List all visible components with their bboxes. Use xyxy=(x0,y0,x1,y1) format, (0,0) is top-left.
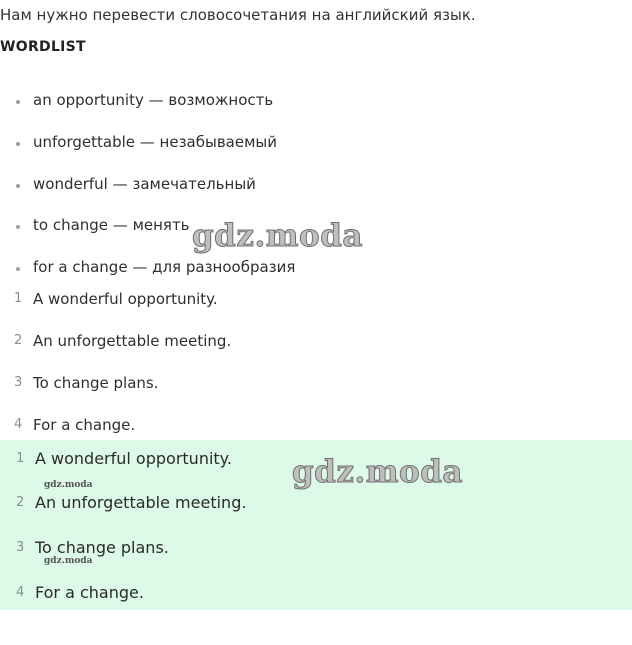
watermark-logo: gdz.moda xyxy=(292,454,463,490)
list-item-text: unforgettable — незабываемый xyxy=(33,133,277,151)
watermark-logo: gdz.moda xyxy=(192,218,363,254)
item-text: To change plans. xyxy=(33,374,159,392)
bullet-icon xyxy=(16,100,20,104)
list-item-text: to change — менять xyxy=(33,216,190,234)
bullet-icon xyxy=(16,225,20,229)
answer-number: 1 xyxy=(16,451,25,466)
item-text: For a change. xyxy=(33,416,136,434)
answer-text: An unforgettable meeting. xyxy=(35,493,247,512)
answer-text: To change plans. xyxy=(35,538,169,557)
watermark-logo-small: gdz.moda xyxy=(44,556,93,566)
list-item-text: for a change — для разнообразия xyxy=(33,258,296,276)
intro-text: Нам нужно перевести словосочетания на английский язык. xyxy=(0,6,476,24)
answer-number: 4 xyxy=(16,585,25,600)
item-text: An unforgettable meeting. xyxy=(33,332,232,350)
bullet-icon xyxy=(16,184,20,188)
item-number: 2 xyxy=(14,333,23,348)
wordlist-heading: WORDLIST xyxy=(0,39,86,55)
item-text: A wonderful opportunity. xyxy=(33,290,218,308)
item-number: 4 xyxy=(14,417,23,432)
answer-text: A wonderful opportunity. xyxy=(35,449,232,468)
answer-number: 3 xyxy=(16,540,25,555)
bullet-icon xyxy=(16,267,20,271)
watermark-logo-small: gdz.moda xyxy=(44,480,93,490)
bullet-icon xyxy=(16,142,20,146)
list-item-text: wonderful — замечательный xyxy=(33,175,256,193)
item-number: 1 xyxy=(14,291,23,306)
answer-number: 2 xyxy=(16,495,25,510)
answer-text: For a change. xyxy=(35,583,144,602)
list-item-text: an opportunity — возможность xyxy=(33,91,274,109)
item-number: 3 xyxy=(14,375,23,390)
